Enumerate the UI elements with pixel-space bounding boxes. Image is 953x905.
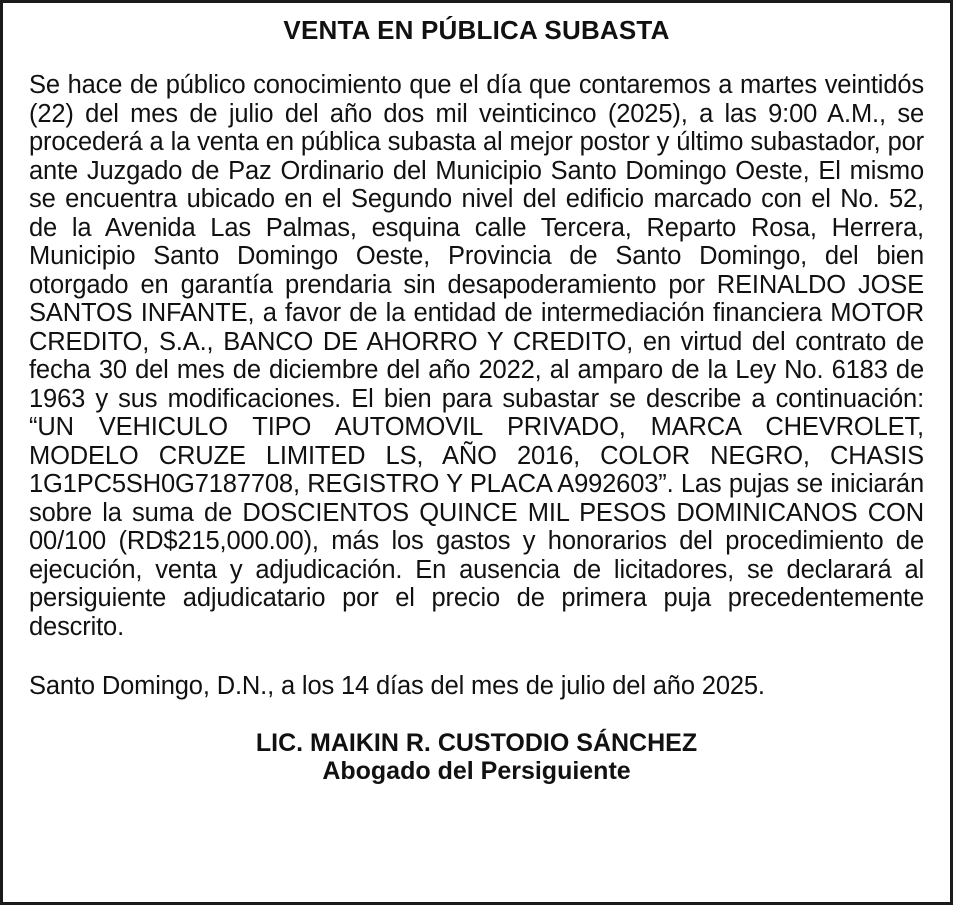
signature-block [29,729,924,785]
signer-role: Abogado del Persiguiente [322,757,631,785]
signer-name: LIC. MAIKIN R. CUSTODIO SÁNCHEZ [255,729,698,757]
notice-title: VENTA EN PÚBLICA SUBASTA [283,15,670,45]
place-and-date: Santo Domingo, D.N., a los 14 días del mes de julio del año 2025. [29,672,765,700]
notice-body: Se hace de público conocimiento que el día que contaremos a martes veintidós (22) del mes de julio del año dos mil veinticinco (2025), a las 9:00 A.M., se procederá a la venta en pública subasta al mejor postor y último subastador, por ante Juzgado de Paz Ordinario del Municipio Santo Domingo Oeste, El mismo se encuentra ubicado en el Segundo nivel del edificio marcado con el No. 52, de la Avenida Las Palmas, esquina calle Tercera, Reparto Rosa, Herrera, Municipio Santo Domingo Oeste, Provincia de Santo Domingo, del bien otorgado en garantía prendaria sin desapoderamiento por REINALDO JOSE SANTOS INFANTE, a favor de la entidad de intermediación financiera MOTOR CREDITO, S.A., BANCO DE AHORRO Y CREDITO, en virtud del contrato de fecha 30 del mes de diciembre del año 2022, al amparo de la Ley No. 6183 de 1963 y sus modificaciones. El bien para subastar se describe a continuación: “UN VEHICULO TIPO AUTOMOVIL PRIVADO, MARCA CHEVROLET, MODELO CRUZE LIMITED LS, AÑO 2016, COLOR NEGRO, CHASIS 1G1PC5SH0G7187708, REGISTRO Y PLACA A992603”. Las pujas se iniciarán sobre la suma de DOSCIENTOS QUINCE MIL PESOS DOMINICANOS CON 00/100 (RD$215,000.00), más los gastos y honorarios del procedimiento de ejecución, venta y adjudicación. En ausencia de licitadores, se declarará al persiguiente adjudicatario por el precio de primera puja precedentemente descrito. [29,71,924,641]
